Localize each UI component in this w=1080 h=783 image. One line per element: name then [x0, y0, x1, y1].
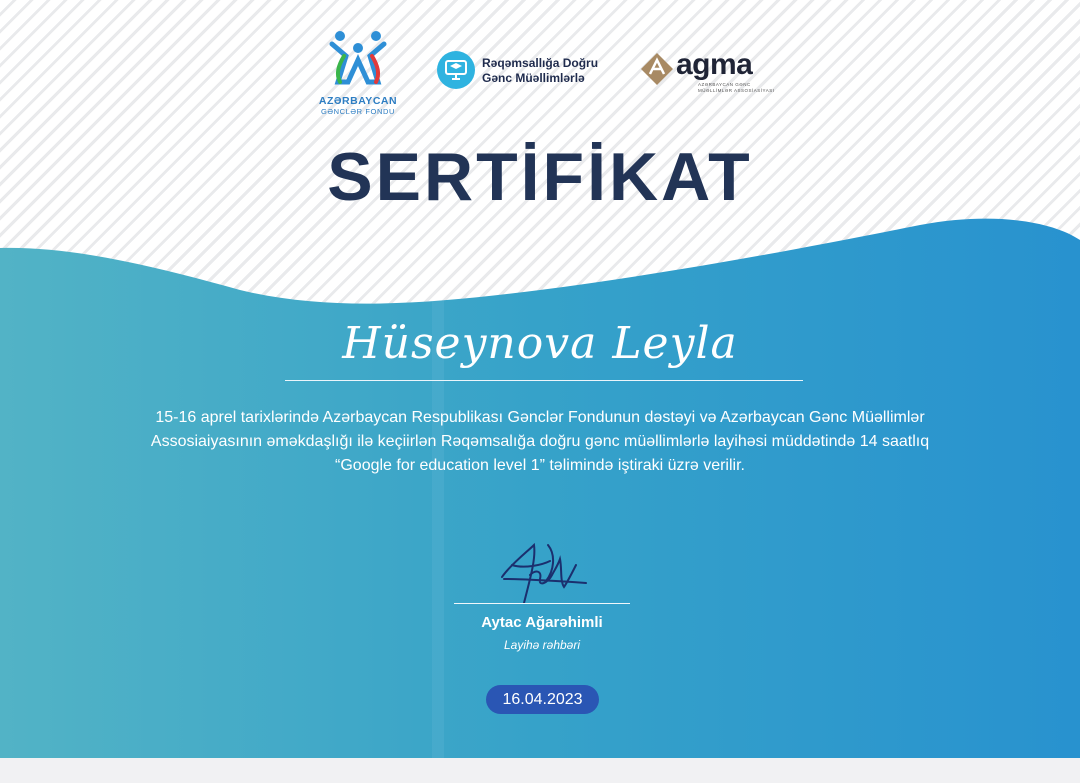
youth-foundation-logo [318, 26, 398, 116]
agma-subtitle-2: MÜƏLLİMLƏR ASSOSİASİYASI [698, 88, 775, 93]
youth-foundation-emblem [326, 26, 390, 88]
agma-subtitle-1: AZƏRBAYCAN GƏNC [698, 82, 751, 87]
signer-role: Layihə rəhbəri [503, 638, 581, 652]
agma-wordmark: agma [676, 48, 753, 81]
recipient-name: Hüseynova Leyla [342, 318, 738, 369]
signature-line [454, 603, 630, 604]
handwritten-signature [490, 535, 590, 611]
date-badge: 16.04.2023 [486, 685, 599, 714]
project-logo-line2: Gənc Müəllimlərlə [482, 71, 585, 85]
logo-row [0, 22, 1080, 132]
foundation-logo-line1: AZƏRBAYCAN [318, 95, 398, 107]
foundation-logo-line2: GƏNCLƏR FONDU [320, 107, 396, 116]
agma-logo [640, 50, 780, 100]
certificate-description: 15-16 aprel tarixlərində Azərbaycan Respublikası Gənclər Fondunun dəstəyi və Azərbaycan Gənc Müəllimlər Assosiaiyasının əməkdaşlığı ilə keçiirlən Rəqəmsalığa doğru gənc müəllimlərlə layihəsi müddətində 14 saatlıq “Google for education level 1” təlimində iştiraki üzrə verilir. [150, 409, 930, 474]
project-logo-line1: Rəqəmsallığa Doğru [482, 56, 599, 70]
bottom-strip [0, 758, 1080, 783]
certificate-title: SERTİFİKAT [327, 139, 753, 215]
agma-emblem-icon [640, 52, 674, 86]
recipient-underline [285, 380, 803, 381]
monitor-icon [436, 50, 476, 90]
signer-name: Aytac Ağarəhimli [481, 614, 603, 631]
project-logo [436, 50, 606, 92]
